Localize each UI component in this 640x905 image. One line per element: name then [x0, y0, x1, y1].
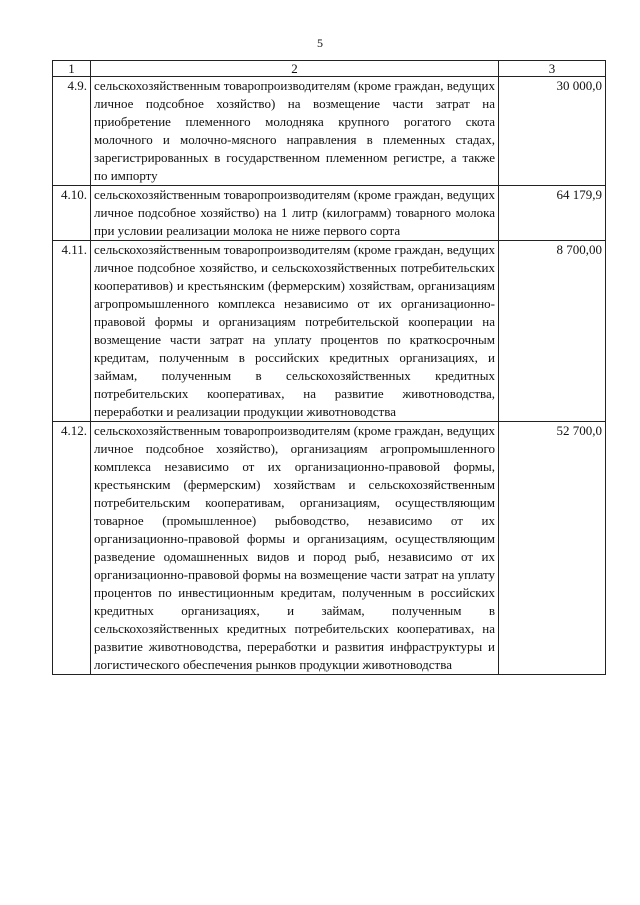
row-description: [91, 241, 499, 422]
row-description-text: сельскохозяйственным товаропроизводителям (кроме граждан, ведущих личное подсобное хозяйство, и сельскохозяйственных потребительских кооперативов) и крестьянским (фермерским) хозяйствам, организациям агропромышленного комплекса независимо от их организационно-правовой формы и организациям потребительской кооперации на возмещение части затрат на уплату процентов по краткосрочным кредитам, полученным в российских кредитных организациях, и займам, полученным в сельскохозяйственных кредитных потребительских кооперативах, на развитие животноводства, переработки и реализации продукции животноводства: [94, 242, 495, 419]
table-row: [53, 422, 606, 675]
page-number: 5: [317, 36, 323, 50]
budget-table: [52, 60, 606, 675]
row-amount: 8 700,00: [499, 241, 606, 422]
row-description-text: сельскохозяйственным товаропроизводителям (кроме граждан, ведущих личное подсобное хозяйство), организациям агропромышленного комплекса независимо от их организационно-правовой формы, крестьянским (фермерским) хозяйствам и сельскохозяйственным потребительским кооперативам, организациям, осуществляющим товарное (промышленное) рыбоводство, независимо от их организационно-правовой формы и организациям, осуществляющим разведение одомашненных видов и пород рыб, независимо от их организационно-правовой формы на возмещение части затрат на уплату процентов по инвестиционным кредитам, полученным в российских кредитных организациях, и займам, полученным в сельскохозяйственных кредитных потребительских кооперативах, на развитие животноводства, переработки и развития инфраструктуры и логистического обеспечения рынков продукции животноводства: [94, 423, 495, 672]
row-description-text: сельскохозяйственным товаропроизводителям (кроме граждан, ведущих личное подсобное хозяйство) на возмещение части затрат на приобретение племенного молодняка крупного рогатого скота молочного и молочно-мясного направления в племенных стадах, зарегистрированных в государственном племенном регистре, а также по импорту: [94, 78, 495, 183]
column-header: 2: [91, 61, 499, 77]
table-row: [53, 77, 606, 186]
row-number: 4.10.: [53, 186, 91, 241]
row-description: [91, 422, 499, 675]
table-header-row: [53, 61, 606, 77]
row-number: 4.11.: [53, 241, 91, 422]
table-row: [53, 186, 606, 241]
row-description: [91, 186, 499, 241]
column-header: 1: [53, 61, 91, 77]
row-amount: 30 000,0: [499, 77, 606, 186]
table-row: [53, 241, 606, 422]
row-amount: 64 179,9: [499, 186, 606, 241]
row-amount: 52 700,0: [499, 422, 606, 675]
row-description: [91, 77, 499, 186]
column-header: 3: [499, 61, 606, 77]
row-number: 4.12.: [53, 422, 91, 675]
row-number: 4.9.: [53, 77, 91, 186]
row-description-text: сельскохозяйственным товаропроизводителям (кроме граждан, ведущих личное подсобное хозяйство) на 1 литр (килограмм) товарного молока при условии реализации молока не ниже первого сорта: [94, 187, 495, 238]
